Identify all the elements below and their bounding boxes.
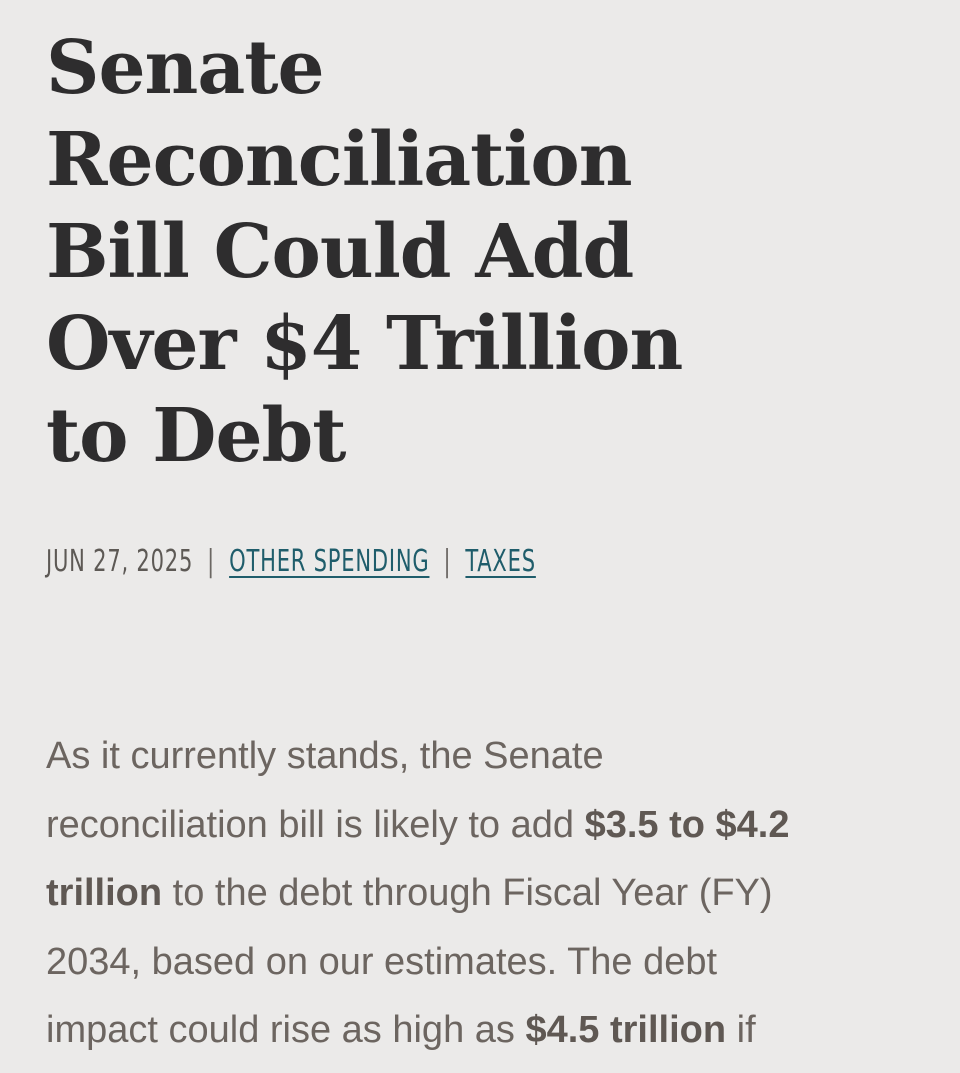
body-text: reconciliation bill is likely to add: [46, 803, 585, 846]
title-line: Bill Could Add: [46, 209, 634, 295]
body-emphasis: trillion: [46, 872, 163, 914]
body-line: [46, 996, 926, 1065]
body-line: [46, 722, 926, 791]
tag-link-taxes[interactable]: TAXES: [465, 544, 536, 579]
body-emphasis: $4.5 trillion: [525, 1009, 727, 1051]
body-emphasis: $3.5 to $4.2: [584, 803, 790, 846]
body-line: [46, 928, 926, 997]
body-text: if: [726, 1009, 756, 1051]
publish-date: JUN 27, 2025: [46, 544, 194, 579]
article-body-paragraph: [46, 722, 926, 1065]
article-header: [46, 22, 926, 582]
body-text: to the debt through Fiscal Year (FY): [162, 872, 773, 914]
title-line: Reconciliation: [46, 117, 632, 203]
meta-separator: |: [207, 544, 216, 579]
article-title: [46, 22, 926, 482]
title-line: Over $4 Trillion: [46, 301, 683, 387]
body-line: [46, 791, 926, 860]
title-line: to Debt: [46, 393, 346, 479]
meta-separator: |: [443, 544, 452, 579]
body-text: impact could rise as high as: [46, 1009, 526, 1051]
title-line: Senate: [46, 25, 324, 111]
tag-link-other-spending[interactable]: OTHER SPENDING: [229, 544, 430, 579]
article-meta: [46, 542, 732, 582]
body-text: 2034, based on our estimates. The debt: [46, 940, 718, 983]
body-text: As it currently stands, the Senate: [46, 735, 604, 777]
body-line: [46, 859, 926, 928]
